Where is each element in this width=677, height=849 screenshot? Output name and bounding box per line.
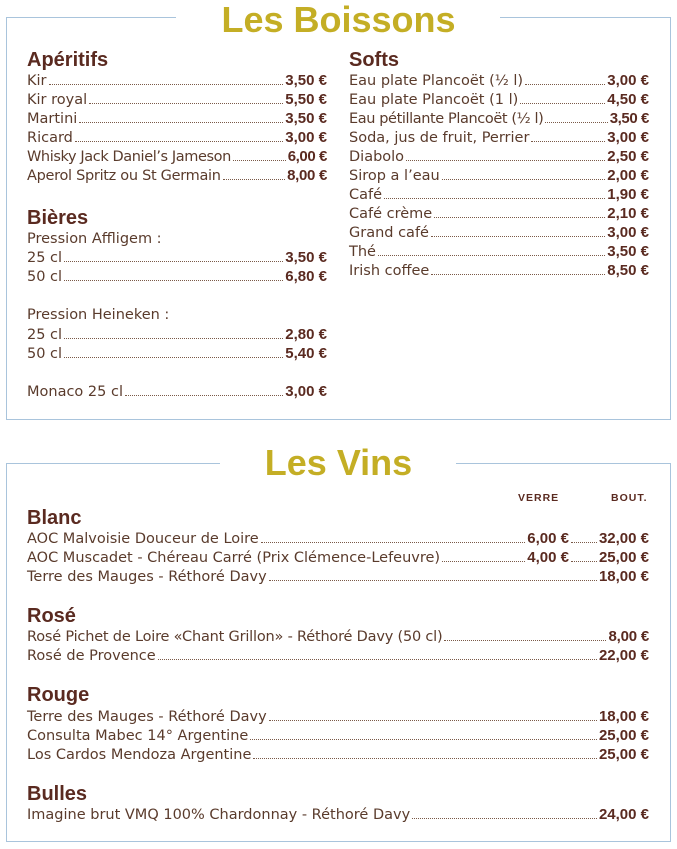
item-price: 5,50 € (285, 91, 327, 108)
item-price: 2,50 € (607, 148, 649, 165)
item-price: 3,50 € (285, 110, 327, 127)
wine-row (27, 727, 649, 745)
item-price: 4,50 € (607, 91, 649, 108)
menu-item (27, 383, 327, 401)
item-label: Terre des Mauges - Réthoré Davy (27, 709, 267, 725)
menu-item (27, 249, 327, 267)
item-label: Diabolo (349, 149, 405, 165)
dot-leader (158, 659, 597, 660)
dot-leader (64, 338, 283, 339)
dot-leader (442, 179, 606, 180)
item-label: Ricard (27, 130, 73, 146)
bieres-heading: Bières (27, 207, 89, 229)
item-label: Café crème (349, 206, 433, 222)
wine-row (27, 530, 649, 548)
wine-row (27, 628, 649, 646)
menu-item (27, 72, 327, 90)
item-label: Eau pétillante Plancoët (½ l) (349, 111, 544, 127)
item-label: Eau plate Plancoët (½ l) (349, 73, 524, 89)
item-label: Kir (27, 73, 47, 89)
dot-leader (233, 160, 286, 161)
bottle-price: 22,00 € (598, 647, 649, 664)
wine-row (27, 746, 649, 764)
dot-leader (250, 739, 597, 740)
dot-leader (261, 542, 526, 543)
rouge-heading: Rouge (27, 684, 90, 706)
item-label: Los Cardos Mendoza Argentine (27, 747, 252, 763)
item-label: Eau plate Plancoët (1 l) (349, 92, 519, 108)
item-price: 3,50 € (285, 249, 327, 266)
affligem-label: Pression Affligem : (27, 231, 162, 247)
glass-price: 6,00 € (527, 530, 569, 547)
blanc-heading: Blanc (27, 507, 82, 529)
menu-item (349, 129, 649, 147)
item-label: Consulta Mabec 14° Argentine (27, 728, 249, 744)
dot-leader (125, 395, 283, 396)
item-price: 3,00 € (607, 72, 649, 89)
item-label: Soda, jus de fruit, Perrier (349, 130, 530, 146)
bottle-price: 25,00 € (598, 549, 649, 566)
col-header-bout: BOUT. (611, 492, 648, 504)
dot-leader (49, 84, 284, 85)
menu-item (349, 186, 649, 204)
bottle-price: 25,00 € (598, 746, 649, 763)
menu-item (27, 91, 327, 109)
item-price: 2,00 € (607, 167, 649, 184)
item-label: 50 cl (27, 346, 63, 362)
wine-row (27, 708, 649, 726)
item-label: Martini (27, 111, 78, 127)
menu-item (349, 243, 649, 261)
bottle-price: 24,00 € (598, 806, 649, 823)
dot-leader (442, 561, 525, 562)
menu-item (349, 262, 649, 280)
item-price: 8,50 € (607, 262, 649, 279)
item-label: AOC Muscadet - Chéreau Carré (Prix Clémence-Lefeuvre) (27, 550, 441, 566)
menu-item (27, 110, 327, 128)
dot-leader (269, 720, 597, 721)
dot-leader (64, 357, 283, 358)
item-label: Rosé de Provence (27, 648, 156, 664)
dot-leader (64, 280, 283, 281)
bottle-price: 32,00 € (598, 530, 649, 547)
menu-item (27, 129, 327, 147)
item-label: 25 cl (27, 327, 63, 343)
softs-heading: Softs (349, 49, 399, 71)
item-label: Café (349, 187, 383, 203)
dot-leader (571, 542, 597, 543)
item-label: Grand café (349, 225, 429, 241)
dot-leader (431, 236, 605, 237)
menu-item (349, 205, 649, 223)
item-price: 3,50 € (285, 72, 327, 89)
item-label: Terre des Mauges - Réthoré Davy (27, 569, 267, 585)
dot-leader (253, 758, 597, 759)
dot-leader (79, 122, 283, 123)
dot-leader (545, 122, 607, 123)
menu-item (27, 167, 327, 185)
menu-item (349, 91, 649, 109)
item-label: Monaco 25 cl (27, 384, 123, 400)
item-label: Thé (349, 244, 376, 260)
item-label: Kir royal (27, 92, 88, 108)
item-label: 50 cl (27, 269, 63, 285)
menu-item (27, 345, 327, 363)
item-price: 6,00 € (287, 148, 327, 165)
item-label: Imagine brut VMQ 100% Chardonnay - Réthoré Davy (27, 807, 411, 823)
bulles-heading: Bulles (27, 783, 88, 805)
glass-price: 4,00 € (527, 549, 569, 566)
vins-title: Les Vins (264, 442, 413, 483)
dot-leader (64, 261, 283, 262)
item-price: 2,10 € (607, 205, 649, 222)
item-price: 3,00 € (285, 129, 327, 146)
rose-heading: Rosé (27, 605, 76, 627)
dot-leader (269, 580, 597, 581)
wine-row (27, 806, 649, 824)
dot-leader (384, 198, 605, 199)
dot-leader (412, 818, 597, 819)
wine-row (27, 568, 649, 586)
dot-leader (571, 561, 597, 562)
menu-item (27, 268, 327, 286)
aperitifs-heading: Apéritifs (27, 49, 109, 71)
dot-leader (434, 217, 605, 218)
dot-leader (75, 141, 283, 142)
boissons-title: Les Boissons (221, 0, 456, 40)
item-label: Aperol Spritz ou St Germain (27, 168, 221, 184)
menu-item (349, 167, 649, 185)
item-label: Irish coffee (349, 263, 430, 279)
col-header-verre: VERRE (518, 492, 560, 504)
heineken-label: Pression Heineken : (27, 307, 170, 323)
item-price: 6,80 € (285, 268, 327, 285)
item-price: 8,00 € (287, 167, 327, 184)
item-label: Whisky Jack Daniel’s Jameson (27, 149, 231, 165)
bottle-price: 25,00 € (598, 727, 649, 744)
dot-leader (223, 179, 285, 180)
menu-item (349, 224, 649, 242)
dot-leader (520, 103, 605, 104)
item-price: 3,00 € (607, 129, 649, 146)
menu-item (349, 72, 649, 90)
menu-item (27, 148, 327, 166)
item-price: 2,80 € (285, 326, 327, 343)
item-label: AOC Malvoisie Douceur de Loire (27, 531, 259, 547)
dot-leader (89, 103, 283, 104)
item-label: Sirop a l’eau (349, 168, 440, 184)
item-price: 3,00 € (607, 224, 649, 241)
item-price: 5,40 € (285, 345, 327, 362)
wine-row (27, 647, 649, 665)
wine-row (27, 549, 649, 567)
dot-leader (378, 255, 605, 256)
menu-item (349, 110, 649, 128)
bottle-price: 18,00 € (598, 708, 649, 725)
dot-leader (525, 84, 605, 85)
bottle-price: 8,00 € (608, 628, 649, 645)
item-price: 3,50 € (607, 243, 649, 260)
item-label: Rosé Pichet de Loire «Chant Grillon» - Réthoré Davy (50 cl) (27, 629, 443, 645)
dot-leader (444, 640, 606, 641)
bottle-price: 18,00 € (598, 568, 649, 585)
menu-item (349, 148, 649, 166)
item-price: 3,50 € (609, 110, 649, 127)
dot-leader (531, 141, 605, 142)
item-price: 1,90 € (607, 186, 649, 203)
dot-leader (406, 160, 605, 161)
item-price: 3,00 € (285, 383, 327, 400)
dot-leader (431, 274, 605, 275)
item-label: 25 cl (27, 250, 63, 266)
menu-item (27, 326, 327, 344)
